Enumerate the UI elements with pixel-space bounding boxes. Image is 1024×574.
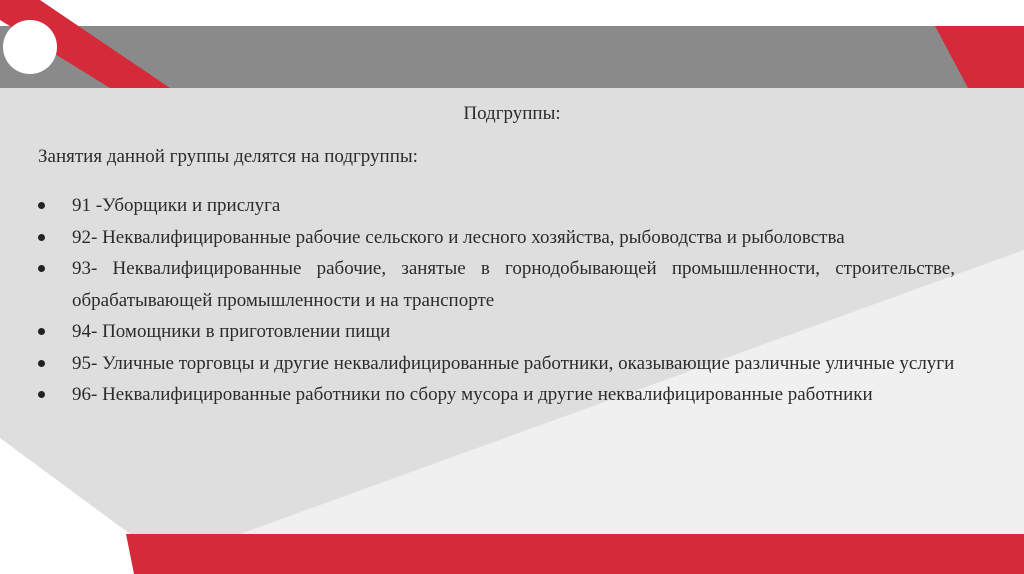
list-item: 96- Неквалифицированные работники по сбору мусора и другие неквалифицированные работники bbox=[38, 379, 955, 411]
intro-text: Занятия данной группы делятся на подгруппы: bbox=[38, 146, 418, 167]
bullet-icon bbox=[38, 328, 45, 335]
bullet-icon bbox=[38, 234, 45, 241]
bullet-icon bbox=[38, 202, 45, 209]
slide-title: Подгруппы: bbox=[463, 103, 561, 124]
list-item: 92- Неквалифицированные рабочие сельского и лесного хозяйства, рыбоводства и рыболовства bbox=[38, 222, 955, 254]
list-item: 93- Неквалифицированные рабочие, занятые в горнодобывающей промышленности, строительстве, обрабатывающей промышленности и на транспорте bbox=[38, 253, 955, 316]
subgroup-list bbox=[38, 190, 955, 411]
bullet-icon bbox=[38, 360, 45, 367]
list-item: 94- Помощники в приготовлении пищи bbox=[38, 316, 955, 348]
list-item: 95- Уличные торговцы и другие неквалифицированные работники, оказывающие различные уличные услуги bbox=[38, 348, 955, 380]
bullet-icon bbox=[38, 265, 45, 272]
bullet-icon bbox=[38, 391, 45, 398]
list-item: 91 -Уборщики и прислуга bbox=[38, 190, 955, 222]
